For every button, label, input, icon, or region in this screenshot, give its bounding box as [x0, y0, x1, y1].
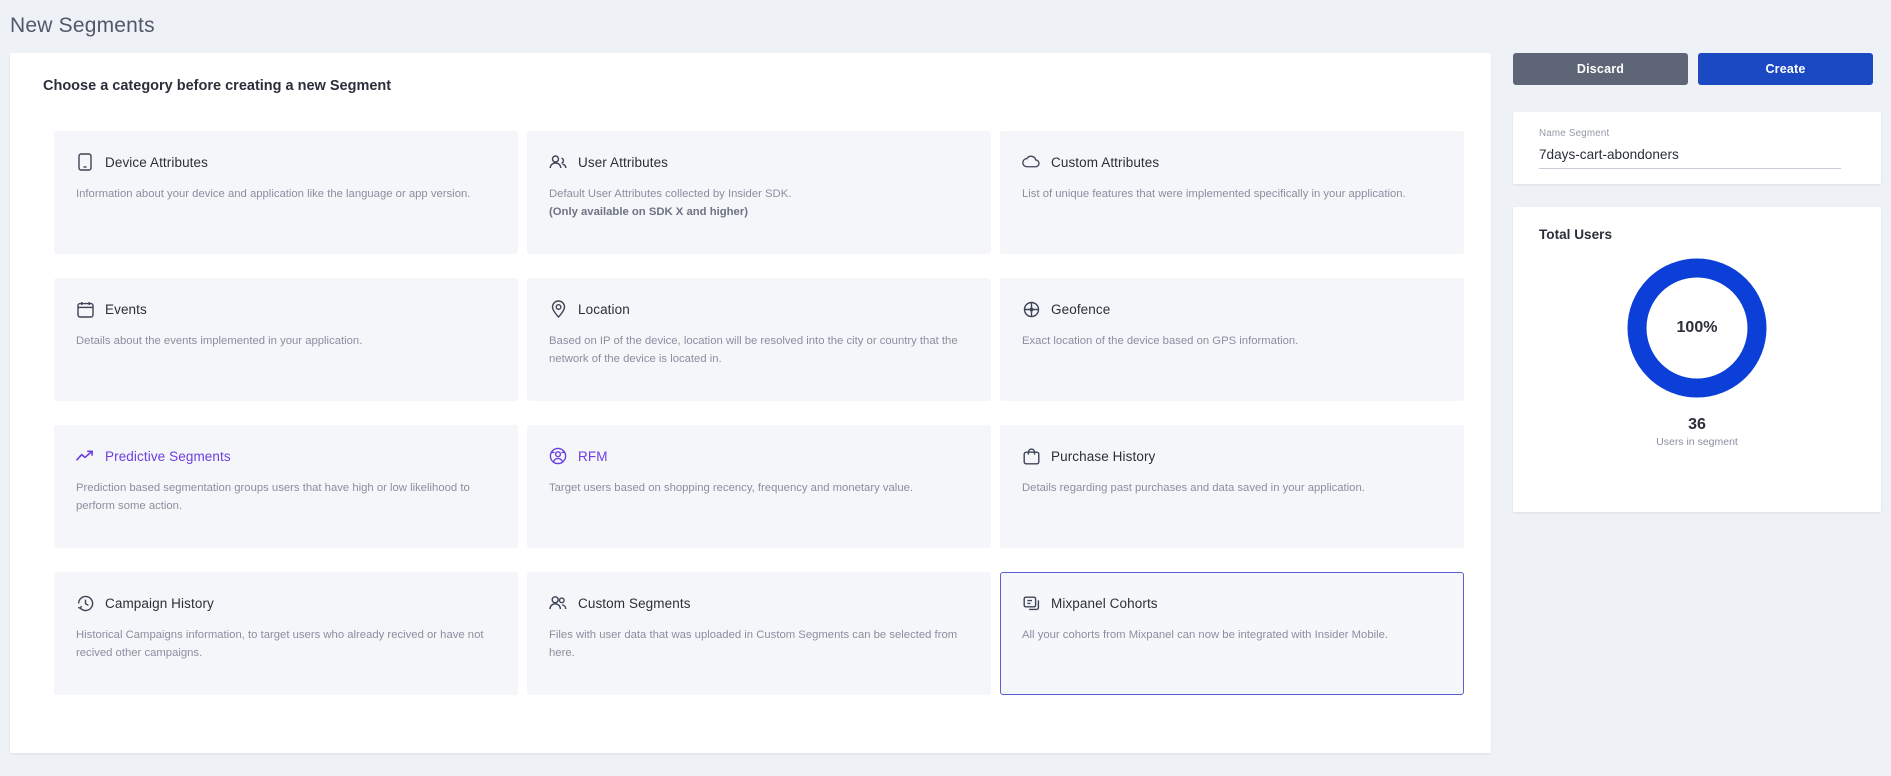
tile-description-text: Information about your device and application like the language or app version.	[76, 188, 471, 200]
tile-header	[549, 446, 969, 466]
category-tile[interactable]	[54, 572, 518, 695]
tile-header	[76, 593, 496, 613]
total-users-panel	[1513, 207, 1881, 512]
tile-header	[1022, 446, 1442, 466]
trend-up-icon	[76, 447, 94, 465]
tile-header	[76, 152, 496, 172]
category-tile[interactable]	[1000, 572, 1464, 695]
tile-description	[1022, 480, 1442, 498]
tile-description-text: Files with user data that was uploaded in Custom Segments can be selected from here.	[549, 629, 958, 659]
rail-actions	[1513, 53, 1881, 85]
tile-title: Location	[578, 301, 630, 317]
tile-description	[1022, 627, 1442, 645]
donut-percent-label: 100%	[1676, 319, 1718, 336]
tile-description	[549, 480, 969, 498]
donut-chart	[1623, 254, 1771, 402]
map-pin-icon	[549, 300, 567, 318]
tile-description-text: Default User Attributes collected by Insider SDK.	[549, 188, 792, 200]
tile-description-note: (Only available on SDK X and higher)	[549, 205, 748, 218]
category-tile[interactable]	[1000, 425, 1464, 548]
purchase-bag-icon	[1022, 447, 1040, 465]
donut-chart-wrap	[1539, 254, 1855, 402]
tile-title: Purchase History	[1051, 448, 1156, 464]
tile-description	[549, 186, 969, 221]
create-button[interactable]: Create	[1698, 53, 1873, 85]
tile-description	[1022, 333, 1442, 351]
tile-header	[549, 152, 969, 172]
tile-header	[549, 593, 969, 613]
geofence-icon	[1022, 300, 1040, 318]
category-tile[interactable]	[1000, 278, 1464, 401]
category-tile[interactable]	[54, 131, 518, 254]
tile-header	[76, 299, 496, 319]
tile-title: Events	[105, 301, 147, 317]
tile-title: User Attributes	[578, 154, 669, 170]
tile-header	[76, 446, 496, 466]
tile-description-text: Details regarding past purchases and data saved in your application.	[1022, 482, 1365, 494]
discard-button[interactable]: Discard	[1513, 53, 1688, 85]
category-tile[interactable]	[527, 572, 991, 695]
tile-description-text: Historical Campaigns information, to target users who already recived or have not recived other campaigns.	[76, 629, 484, 659]
users-count: 36	[1688, 416, 1706, 433]
tile-title: Geofence	[1051, 301, 1111, 317]
tile-title: RFM	[578, 448, 608, 464]
tile-description	[76, 186, 496, 204]
tile-header	[1022, 593, 1442, 613]
rfm-icon	[549, 447, 567, 465]
card-heading: Choose a category before creating a new Segment	[43, 78, 392, 94]
category-tile[interactable]	[527, 131, 991, 254]
calendar-icon	[76, 300, 94, 318]
tile-description	[76, 333, 496, 351]
category-tile[interactable]	[54, 425, 518, 548]
name-segment-input[interactable]	[1539, 144, 1841, 169]
category-tile[interactable]	[1000, 131, 1464, 254]
tile-description	[76, 480, 496, 515]
tile-description-text: All your cohorts from Mixpanel can now be integrated with Insider Mobile.	[1022, 629, 1389, 641]
tile-header	[549, 299, 969, 319]
tile-title: Predictive Segments	[105, 448, 231, 464]
tile-description-text: List of unique features that were implemented specifically in your application.	[1022, 188, 1406, 200]
cloud-icon	[1022, 153, 1040, 171]
custom-segments-icon	[549, 594, 567, 612]
tile-description-text: Details about the events implemented in your application.	[76, 335, 363, 347]
tile-description-text: Target users based on shopping recency, frequency and monetary value.	[549, 482, 914, 494]
category-tile[interactable]	[54, 278, 518, 401]
mixpanel-cohorts-icon	[1022, 594, 1040, 612]
name-segment-label: Name Segment	[1539, 128, 1610, 139]
user-icon	[549, 153, 567, 171]
users-caption: Users in segment	[1656, 436, 1738, 448]
category-grid	[54, 131, 1468, 695]
tile-description	[76, 627, 496, 662]
tile-header	[1022, 299, 1442, 319]
total-users-title: Total Users	[1539, 227, 1613, 242]
category-tile[interactable]	[527, 278, 991, 401]
tile-title: Campaign History	[105, 595, 214, 611]
tile-description	[549, 627, 969, 662]
tile-description-text: Exact location of the device based on GPS information.	[1022, 335, 1299, 347]
tile-title: Custom Attributes	[1051, 154, 1160, 170]
name-segment-panel	[1513, 112, 1881, 184]
category-card	[10, 53, 1491, 753]
tile-title: Mixpanel Cohorts	[1051, 595, 1158, 611]
mobile-device-icon	[76, 153, 94, 171]
tile-title: Custom Segments	[578, 595, 691, 611]
tile-description-text: Based on IP of the device, location will be resolved into the city or country that the network of the device is located in.	[549, 335, 958, 365]
campaign-history-icon	[76, 594, 94, 612]
category-tile[interactable]	[527, 425, 991, 548]
tile-description	[1022, 186, 1442, 204]
tile-title: Device Attributes	[105, 154, 208, 170]
page-title: New Segments	[10, 14, 155, 37]
tile-header	[1022, 152, 1442, 172]
right-rail	[1513, 53, 1881, 512]
tile-description-text: Prediction based segmentation groups users that have high or low likelihood to perform some action.	[76, 482, 470, 512]
tile-description	[549, 333, 969, 368]
